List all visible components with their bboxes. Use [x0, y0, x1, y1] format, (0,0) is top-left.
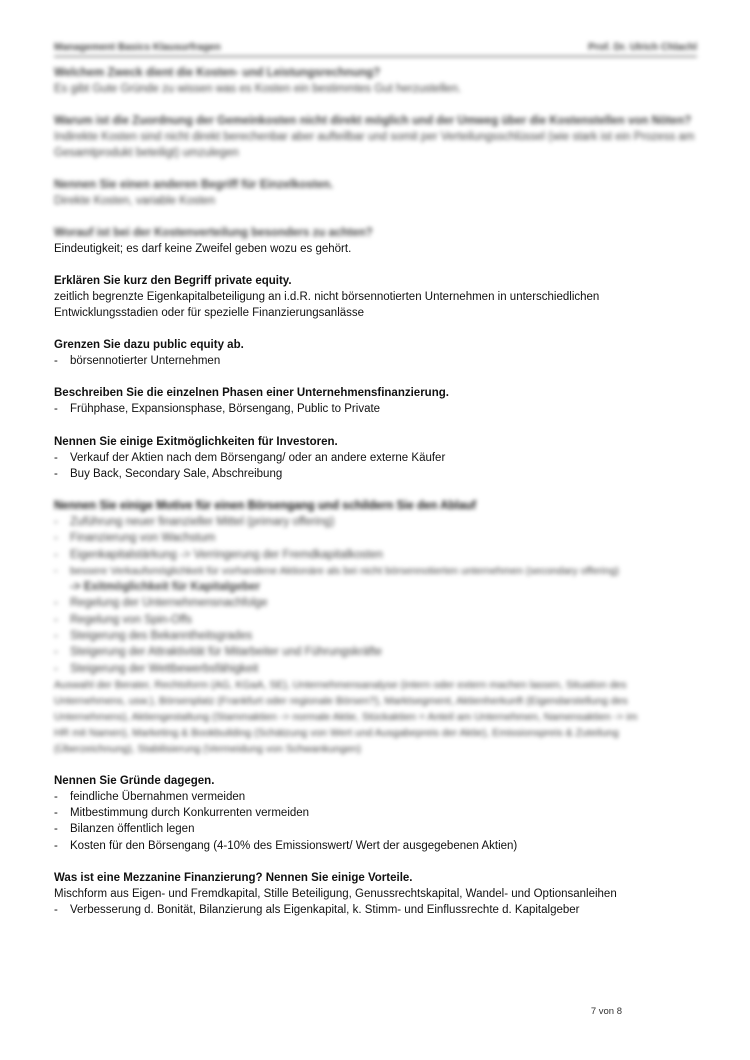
answer: (Überzeichnung), Stabilisierung (Vermeidung von Schwankungen) — [54, 742, 362, 755]
question: Nennen Sie einige Motive für einen Börsengang und schildern Sie den Ablauf — [54, 500, 476, 513]
list-item: - Verbesserung d. Bonität, Bilanzierung als Eigenkapital, k. Stimm- und Einflussrechte d. Kapitalgeber — [54, 902, 697, 918]
answer: Indirekte Kosten sind nicht direkt berechenbar aber aufteilbar und somit per Verteilungsschlüssel (wie stark ist ein Prozess am — [54, 131, 695, 143]
section-mezzanine — [54, 870, 697, 918]
answer: Gesamtprodukt beteiligt) umzulegen — [54, 147, 239, 159]
list-item: - Steigerung des Bekanntheitsgrades — [54, 628, 697, 644]
section-boersengang — [54, 498, 697, 757]
section-gruende — [54, 773, 697, 854]
page-number: 7 von 8 — [590, 1006, 622, 1017]
list-item: - Buy Back, Secondary Sale, Abschreibung — [54, 466, 697, 482]
list-item: - Steigerung der Attraktivität für Mitarbeiter und Führungskräfte — [54, 644, 697, 660]
list-item: - Regelung der Unternehmensnachfolge — [54, 595, 697, 611]
answer: zeitlich begrenzte Eigenkapitalbeteiligung an i.d.R. nicht börsennotierten Unternehmen in unterschiedlichen — [54, 291, 600, 303]
section-phasen — [54, 385, 697, 417]
list-item: - Bilanzen öffentlich legen — [54, 821, 697, 837]
list-item: - Eigenkapitalstärkung -> Verringerung der Fremdkapitalkosten — [54, 547, 697, 563]
answer: Unternehmens), Aktiengestaltung (Stammaktien -> normale Aktie, Stückaktien = Anteil am Unternehmen, Namensaktien -> im — [54, 710, 638, 723]
section-private-equity — [54, 273, 697, 321]
header-author: Prof. Dr. Ulrich Chlachl — [588, 42, 697, 53]
question: Nennen Sie einen anderen Begriff für Einzelkosten. — [54, 179, 334, 191]
answer: Mischform aus Eigen- und Fremdkapital, Stille Beteiligung, Genussrechtskapital, Wandel- und Optionsanleihen — [54, 888, 617, 901]
document-page — [54, 42, 697, 918]
answer: Auswahl der Berater, Rechtsform (AG, KGaA, SE), Unternehmensanalyse (intern oder extern machen lassen, Situation des — [54, 678, 627, 691]
section-exit — [54, 434, 697, 483]
list-item: - bessere Verkaufsmöglichkeit für vorhandene Aktionäre als bei nicht börsennotierten unternehmen (secondary offering) — [54, 563, 697, 579]
list-item: - Kosten für den Börsengang (4-10% des Emissionswert/ Wert der ausgegebenen Aktien) — [54, 838, 697, 854]
list-item: - Verkauf der Aktien nach dem Börsengang/ oder an andere externe Käufer — [54, 450, 697, 466]
list-item: - Zuführung neuer finanzieller Mittel (primary offering) — [54, 514, 697, 530]
answer: Direkte Kosten, variable Kosten — [54, 195, 216, 207]
answer: Unternehmens, usw.), Börsenplatz (Frankfurt oder regionale Börsen?), Marktsegment, Aktienherkunft (Eigendarstellung des — [54, 694, 628, 707]
answer-kostenverteilung: Eindeutigkeit; es darf keine Zweifel geben wozu es gehört. — [54, 243, 352, 255]
blurred-qa-block — [54, 65, 697, 241]
list-item: - Steigerung der Wettbewerbsfähigkeit — [54, 661, 697, 677]
page-header — [54, 42, 697, 57]
question: Nennen Sie einige Exitmöglichkeiten für Investoren. — [54, 435, 338, 448]
list-item: - feindliche Übernahmen vermeiden — [54, 789, 697, 805]
header-course-title: Management Basics Klausurfragen — [54, 42, 221, 53]
section-public-equity — [54, 337, 697, 369]
answer: Es gibt Gute Gründe zu wissen was es Kosten ein bestimmtes Gut herzustellen. — [54, 83, 462, 95]
question: Beschreiben Sie die einzelnen Phasen einer Unternehmensfinanzierung. — [54, 387, 449, 400]
question: Grenzen Sie dazu public equity ab. — [54, 339, 244, 351]
answer: Entwicklungsstadien oder für spezielle Finanzierungsanlässe — [54, 307, 365, 319]
question: Worauf ist bei der Kostenverteilung besonders zu achten? — [54, 227, 373, 239]
question: Nennen Sie Gründe dagegen. — [54, 774, 215, 787]
question: Welchem Zweck dient die Kosten- und Leistungsrechnung? — [54, 67, 381, 79]
list-item: - Mitbestimmung durch Konkurrenten vermeiden — [54, 805, 697, 821]
list-item: - börsennotierter Unternehmen — [54, 353, 697, 369]
list-item: - Finanzierung von Wachstum — [54, 530, 697, 546]
question: Warum ist die Zuordnung der Gemeinkosten nicht direkt möglich und der Umweg über die Kostenstellen von Nöten? — [54, 115, 692, 127]
question: Was ist eine Mezzanine Finanzierung? Nennen Sie einige Vorteile. — [54, 872, 413, 885]
list-item: - Frühphase, Expansionsphase, Börsengang, Public to Private — [54, 401, 697, 417]
answer: HR mit Namen), Marketing & Bookbuilding (Schätzung von Wert und Ausgabepreis der Aktie), Emissionspreis & Zuteilung — [54, 726, 619, 739]
list-item: - Regelung von Spin-Offs — [54, 612, 697, 628]
sub-item: -> Exitmöglichkeit für Kapitalgeber — [70, 581, 261, 594]
question: Erklären Sie kurz den Begriff private equity. — [54, 275, 292, 287]
